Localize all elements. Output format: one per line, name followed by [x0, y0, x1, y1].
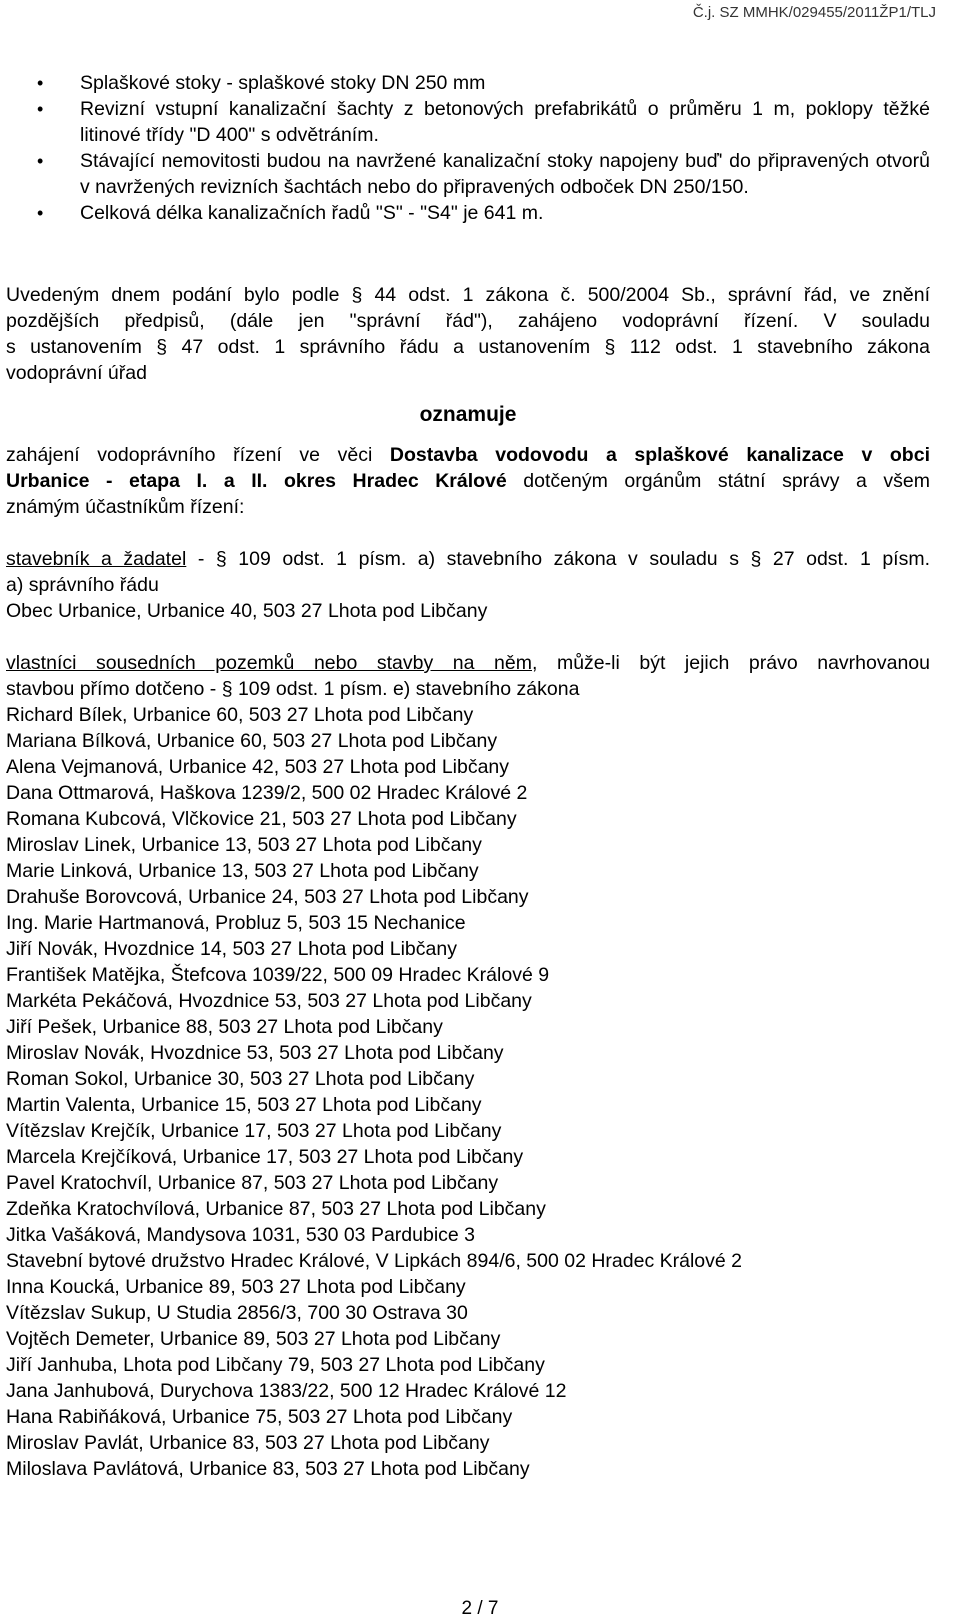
list-item: František Matějka, Štefcova 1039/22, 500 09 Hradec Králové 9 — [6, 964, 550, 986]
paragraph-line: s ustanovením § 47 odst. 1 správního řádu a ustanovením § 112 odst. 1 stavebního zákona — [6, 336, 930, 358]
list-item: Vojtěch Demeter, Urbanice 89, 503 27 Lhota pod Libčany — [6, 1328, 501, 1350]
paragraph-line — [6, 442, 930, 468]
project-name: Dostavba vodovodu a splaškové kanalizace v obci — [389, 444, 930, 466]
list-item: Ing. Marie Hartmanová, Probluz 5, 503 15 Nechanice — [6, 912, 466, 934]
list-item: Mariana Bílková, Urbanice 60, 503 27 Lhota pod Libčany — [6, 730, 498, 752]
paragraph-text: dotčeným orgánům státní správy a všem — [506, 470, 930, 492]
document-reference: Č.j. SZ MMHK/029455/2011ŽP1/TLJ — [692, 4, 936, 21]
paragraph-line: stavbou přímo dotčeno - § 109 odst. 1 písm. e) stavebního zákona — [6, 678, 580, 700]
paragraph-text: zahájení vodoprávního řízení ve věci — [6, 444, 390, 466]
list-item: Jiří Pešek, Urbanice 88, 503 27 Lhota pod Libčany — [6, 1016, 443, 1038]
list-item: Martin Valenta, Urbanice 15, 503 27 Lhota pod Libčany — [6, 1094, 482, 1116]
list-item: Stavební bytové družstvo Hradec Králové, V Lipkách 894/6, 500 02 Hradec Králové 2 — [6, 1250, 743, 1272]
applicant-address: Obec Urbanice, Urbanice 40, 503 27 Lhota pod Libčany — [6, 600, 488, 622]
paragraph-line: pozdějších předpisů, (dále jen "správní řád"), zahájeno vodoprávní řízení. V souladu — [6, 310, 930, 332]
list-item: Jana Janhubová, Durychova 1383/22, 500 12 Hradec Králové 12 — [6, 1380, 567, 1402]
list-item: Zdeňka Kratochvílová, Urbanice 87, 503 27 Lhota pod Libčany — [6, 1198, 546, 1220]
list-item: Jitka Vašáková, Mandysova 1031, 530 03 Pardubice 3 — [6, 1224, 476, 1246]
paragraph-line: známým účastníkům řízení: — [6, 496, 245, 518]
owners-text: , může-li být jejich právo navrhovanou — [531, 652, 930, 674]
list-item: Pavel Kratochvíl, Urbanice 87, 503 27 Lhota pod Libčany — [6, 1172, 499, 1194]
list-item: Dana Ottmarová, Haškova 1239/2, 500 02 Hradec Králové 2 — [6, 782, 528, 804]
proceedings-paragraph — [6, 442, 930, 520]
bullet-item: • Splaškové stoky - splaškové stoky DN 250 mm — [6, 70, 930, 96]
list-item: Jiří Novák, Hvozdnice 14, 503 27 Lhota pod Libčany — [6, 938, 457, 960]
list-item: Hana Rabiňáková, Urbanice 75, 503 27 Lhota pod Libčany — [6, 1406, 513, 1428]
paragraph-line — [6, 546, 930, 572]
applicant-legal-ref: - § 109 odst. 1 písm. a) stavebního zákona v souladu s § 27 odst. 1 písm. — [186, 548, 931, 570]
list-item: Miroslav Pavlát, Urbanice 83, 503 27 Lhota pod Libčany — [6, 1432, 490, 1454]
owners-section — [6, 650, 930, 1482]
list-item: Vítězslav Sukup, U Studia 2856/3, 700 30 Ostrava 30 — [6, 1302, 468, 1324]
list-item: Marcela Krejčíková, Urbanice 17, 503 27 Lhota pod Libčany — [6, 1146, 524, 1168]
applicant-section — [6, 546, 930, 624]
list-item: Inna Koucká, Urbanice 89, 503 27 Lhota pod Libčany — [6, 1276, 466, 1298]
paragraph-line — [6, 468, 930, 494]
applicant-label: stavebník a žadatel — [6, 548, 187, 570]
list-item: Drahuše Borovcová, Urbanice 24, 503 27 Lhota pod Libčany — [6, 886, 529, 908]
bullet-item: • Celková délka kanalizačních řadů "S" - "S4" je 641 m. — [6, 200, 930, 226]
list-item: Jiří Janhuba, Lhota pod Libčany 79, 503 27 Lhota pod Libčany — [6, 1354, 545, 1376]
project-bullet-list — [6, 70, 930, 226]
list-item: Marie Linková, Urbanice 13, 503 27 Lhota pod Libčany — [6, 860, 479, 882]
list-item: Markéta Pekáčová, Hvozdnice 53, 503 27 Lhota pod Libčany — [6, 990, 532, 1012]
list-item: Alena Vejmanová, Urbanice 42, 503 27 Lhota pod Libčany — [6, 756, 510, 778]
document-body — [6, 70, 930, 1482]
list-item: Vítězslav Krejčík, Urbanice 17, 503 27 Lhota pod Libčany — [6, 1120, 502, 1142]
legal-basis-paragraph — [6, 282, 930, 386]
paragraph-line — [6, 650, 930, 676]
paragraph-line: vodoprávní úřad — [6, 362, 147, 384]
list-item: Miroslav Linek, Urbanice 13, 503 27 Lhota pod Libčany — [6, 834, 482, 856]
list-item: Miroslav Novák, Hvozdnice 53, 503 27 Lhota pod Libčany — [6, 1042, 504, 1064]
project-name-continued: Urbanice - etapa I. a II. okres Hradec Králové — [6, 470, 507, 492]
owners-list — [6, 702, 930, 1482]
list-item: Richard Bílek, Urbanice 60, 503 27 Lhota pod Libčany — [6, 704, 474, 726]
bullet-item: • Revizní vstupní kanalizační šachty z betonových prefabrikátů o průměru 1 m, poklopy těžké litinové třídy "D 400" s odvětráním. — [6, 96, 930, 148]
page-number: 2 / 7 — [461, 1598, 499, 1619]
announcement-heading: oznamuje — [419, 403, 517, 426]
list-item: Roman Sokol, Urbanice 30, 503 27 Lhota pod Libčany — [6, 1068, 475, 1090]
bullet-item: • Stávající nemovitosti budou na navržené kanalizační stoky napojeny buď' do připravených otvorů v navržených revizních šachtách nebo do připravených odboček DN 250/150. — [6, 148, 930, 200]
list-item: Miloslava Pavlátová, Urbanice 83, 503 27 Lhota pod Libčany — [6, 1458, 530, 1480]
owners-label: vlastníci sousedních pozemků nebo stavby na něm — [6, 652, 532, 674]
list-item: Romana Kubcová, Vlčkovice 21, 503 27 Lhota pod Libčany — [6, 808, 517, 830]
paragraph-line: a) správního řádu — [6, 574, 159, 596]
paragraph-line: Uvedeným dnem podání bylo podle § 44 odst. 1 zákona č. 500/2004 Sb., správní řád, ve znění — [6, 284, 930, 306]
